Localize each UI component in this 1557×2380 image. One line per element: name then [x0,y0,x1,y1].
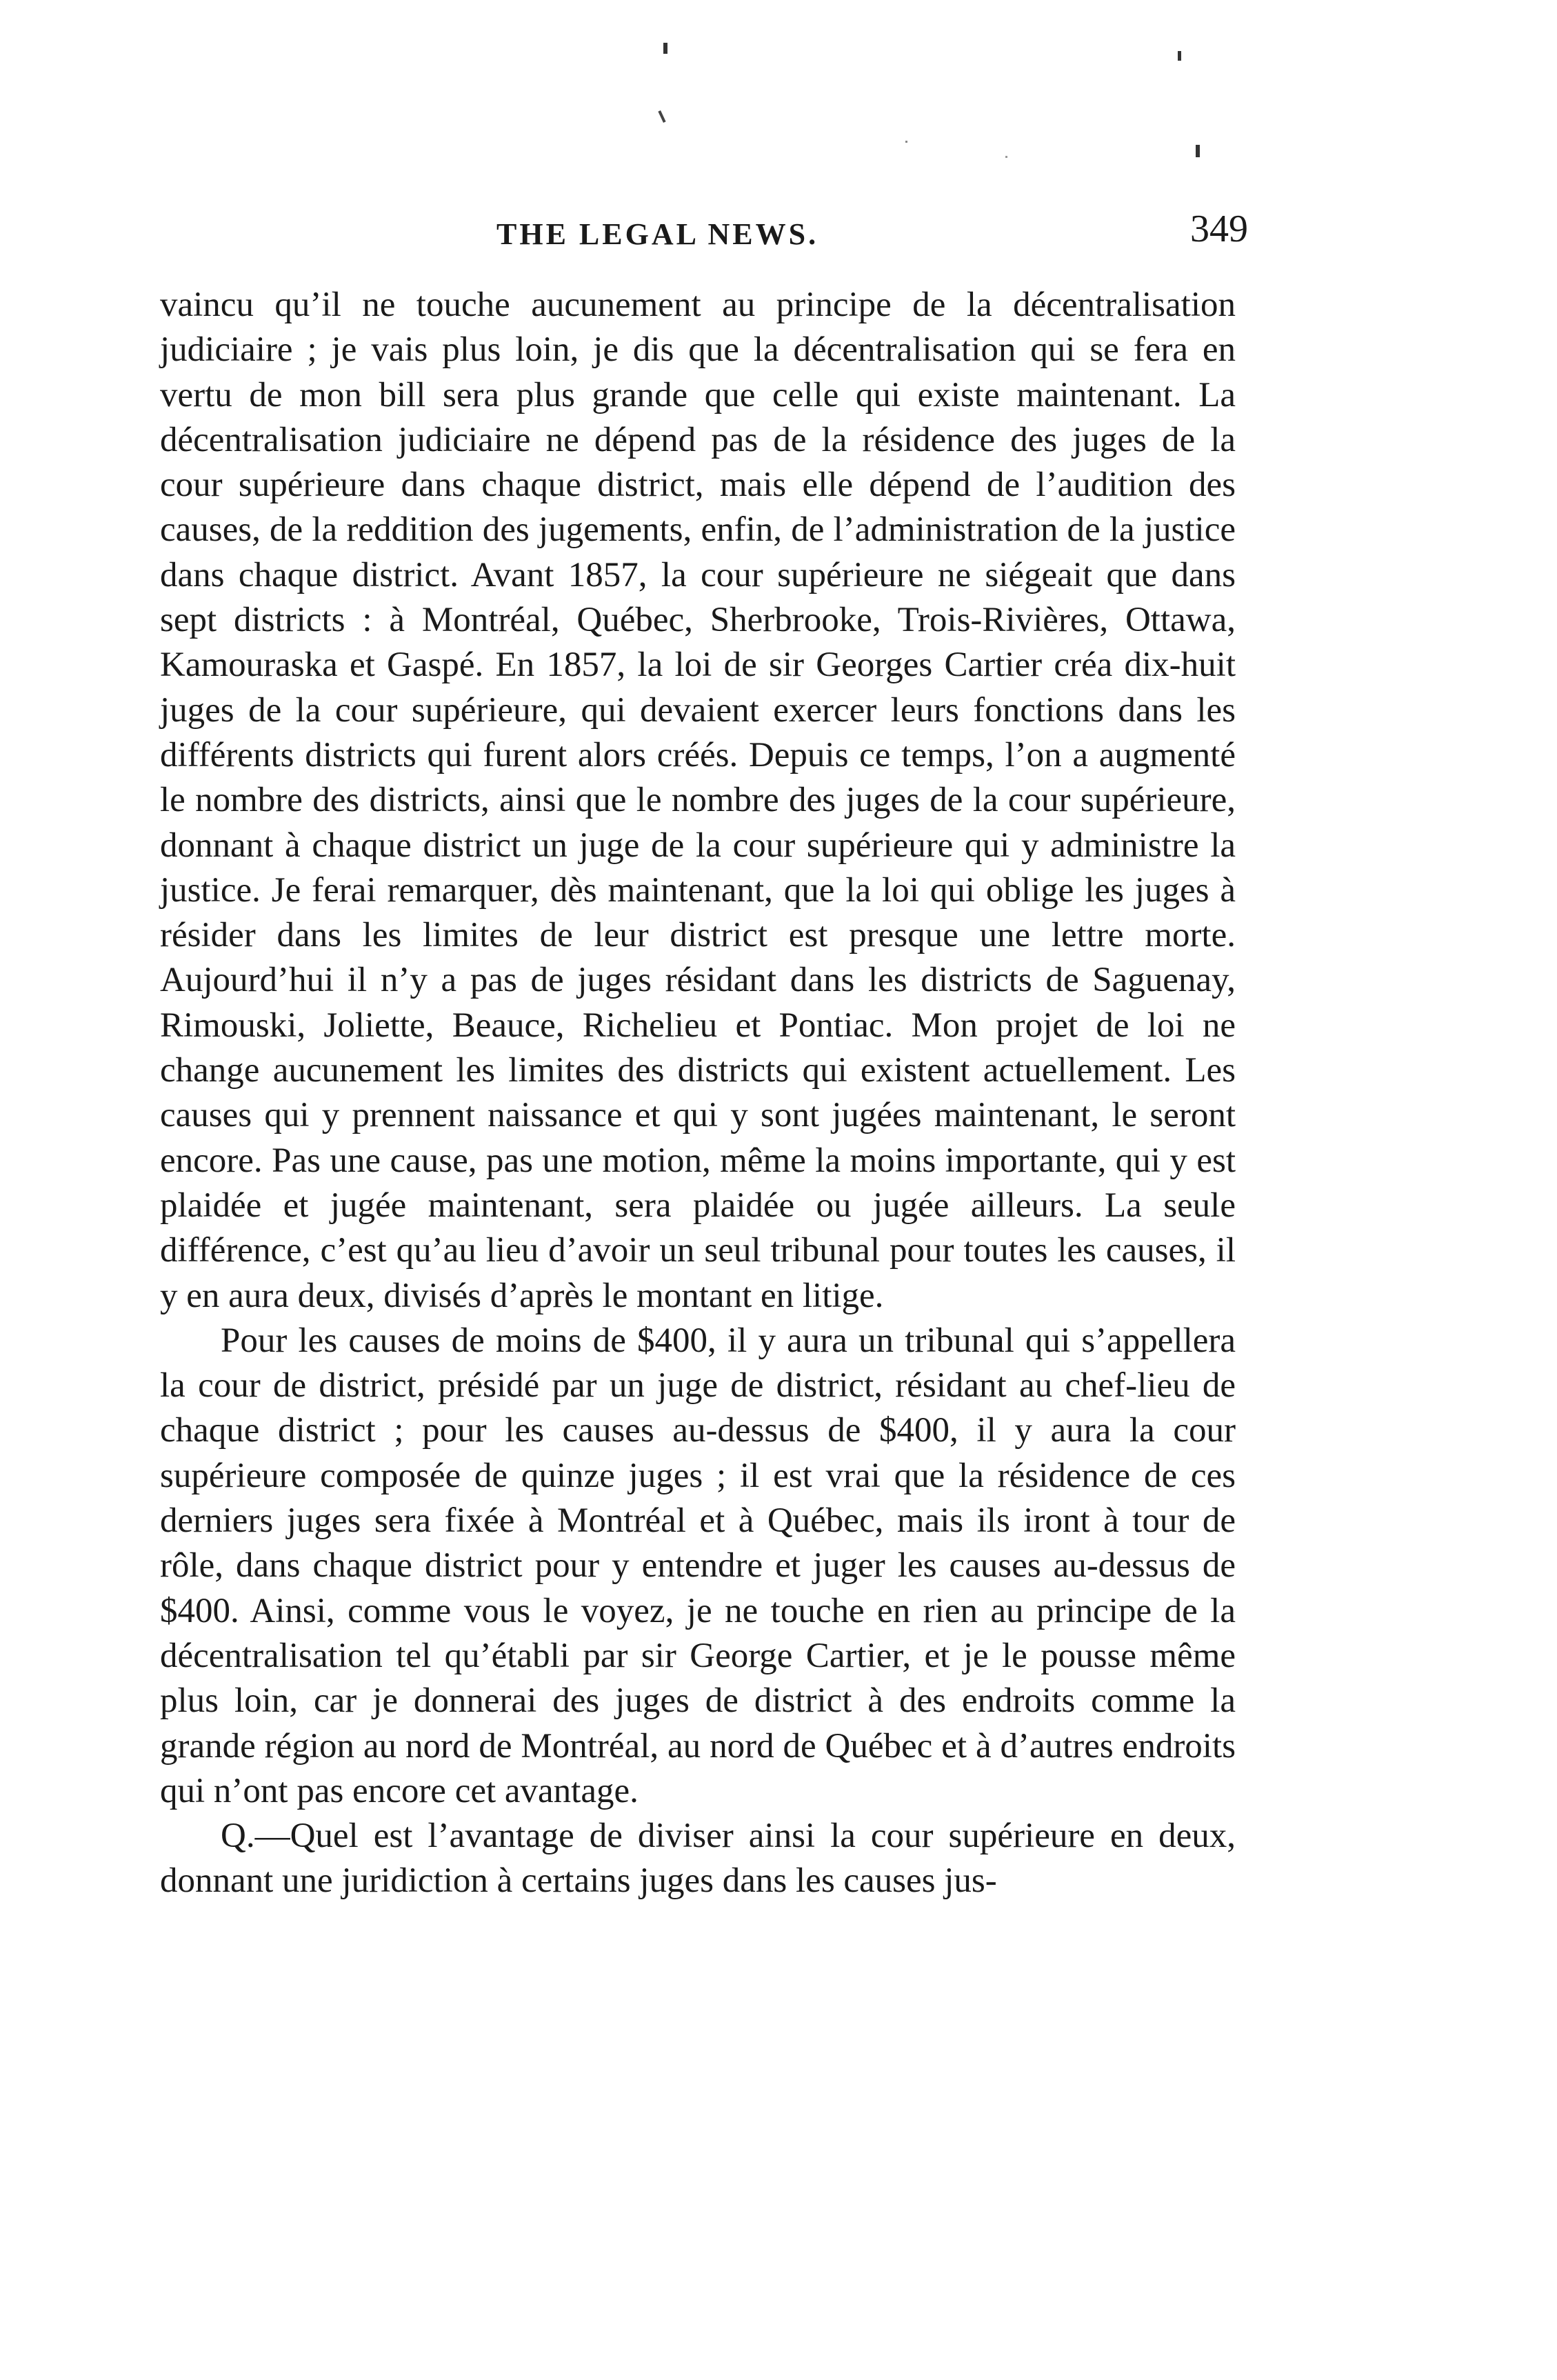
speck [905,141,907,143]
speck [658,110,665,123]
paragraph-3: Q.—Quel est l’avantage de diviser ainsi la cour supérieure en deux, donnant une juridiction à certains juges dans les causes jus- [160,1817,1236,1901]
speck [1005,156,1007,158]
running-head: THE LEGAL NEWS. [496,217,819,251]
speck [1178,51,1181,61]
paragraph-2: Pour les causes de moins de $400, il y aura un tribunal qui s’appellera la cour de district, présidé par un juge de district, résidant au chef-lieu de chaque district ; pour les causes au-dessus de $400, il y aura la cour supérieure composée de quinze juges ; il est vrai que la résidence de ces derniers juges sera fixée à Montréal et à Québec, mais ils iront à tour de rôle, dans chaque district pour y entendre et juger les causes au-dessus de $400. Ainsi, comme vous le voyez, je ne touche en rien au principe de la décentralisation tel qu’établi par sir George Cartier, et je le pousse même plus loin, car je donnerai des juges de district à des endroits comme la grande région au nord de Montréal, au nord de Québec et à d’autres endroits qui n’ont pas encore cet avantage. [160,1321,1236,1810]
page-header [159,207,1262,262]
scan-specks [0,0,1557,221]
speck [663,43,667,54]
body-text [160,283,1236,1904]
paragraph-1: vaincu qu’il ne touche aucunement au principe de la décentralisation judiciaire ; je vais plus loin, je dis que la décentralisation qui se fera en vertu de mon bill sera plus grande que celle qui existe maintenant. La décentralisation judiciaire ne dépend pas de la résidence des juges de la cour supérieure dans chaque district, mais elle dépend de l’audition des causes, de la reddition des jugements, enfin, de l’administration de la justice dans chaque district. Avant 1857, la cour supérieure ne siégeait que dans sept districts : à Montréal, Québec, Sherbrooke, Trois-Rivières, Ottawa, Kamouraska et Gaspé. En 1857, la loi de sir Georges Cartier créa dix-huit juges de la cour supérieure, qui devaient exercer leurs fonctions dans les différents districts qui furent alors créés. Depuis ce temps, l’on a augmenté le nombre des districts, ainsi que le nombre des juges de la cour supérieure, donnant à chaque district un juge de la cour supérieure qui y administre la justice. Je ferai remarquer, dès maintenant, que la loi qui oblige les juges à résider dans les limites de leur district est presque une lettre morte. Aujourd’hui il n’y a pas de juges résidant dans les districts de Saguenay, Rimouski, Joliette, Beauce, Richelieu et Pontiac. Mon projet de loi ne change aucunement les limites des districts qui existent actuellement. Les causes qui y prennent naissance et qui y sont jugées maintenant, le seront encore. Pas une cause, pas une motion, même la moins importante, qui y est plaidée et jugée maintenant, sera plaidée ou jugée ailleurs. La seule différence, c’est qu’au lieu d’avoir un seul tribunal pour toutes les causes, il y en aura deux, divisés d’après le montant en litige. [160,286,1236,1315]
speck [1196,145,1200,157]
page-number: 349 [1190,208,1248,250]
